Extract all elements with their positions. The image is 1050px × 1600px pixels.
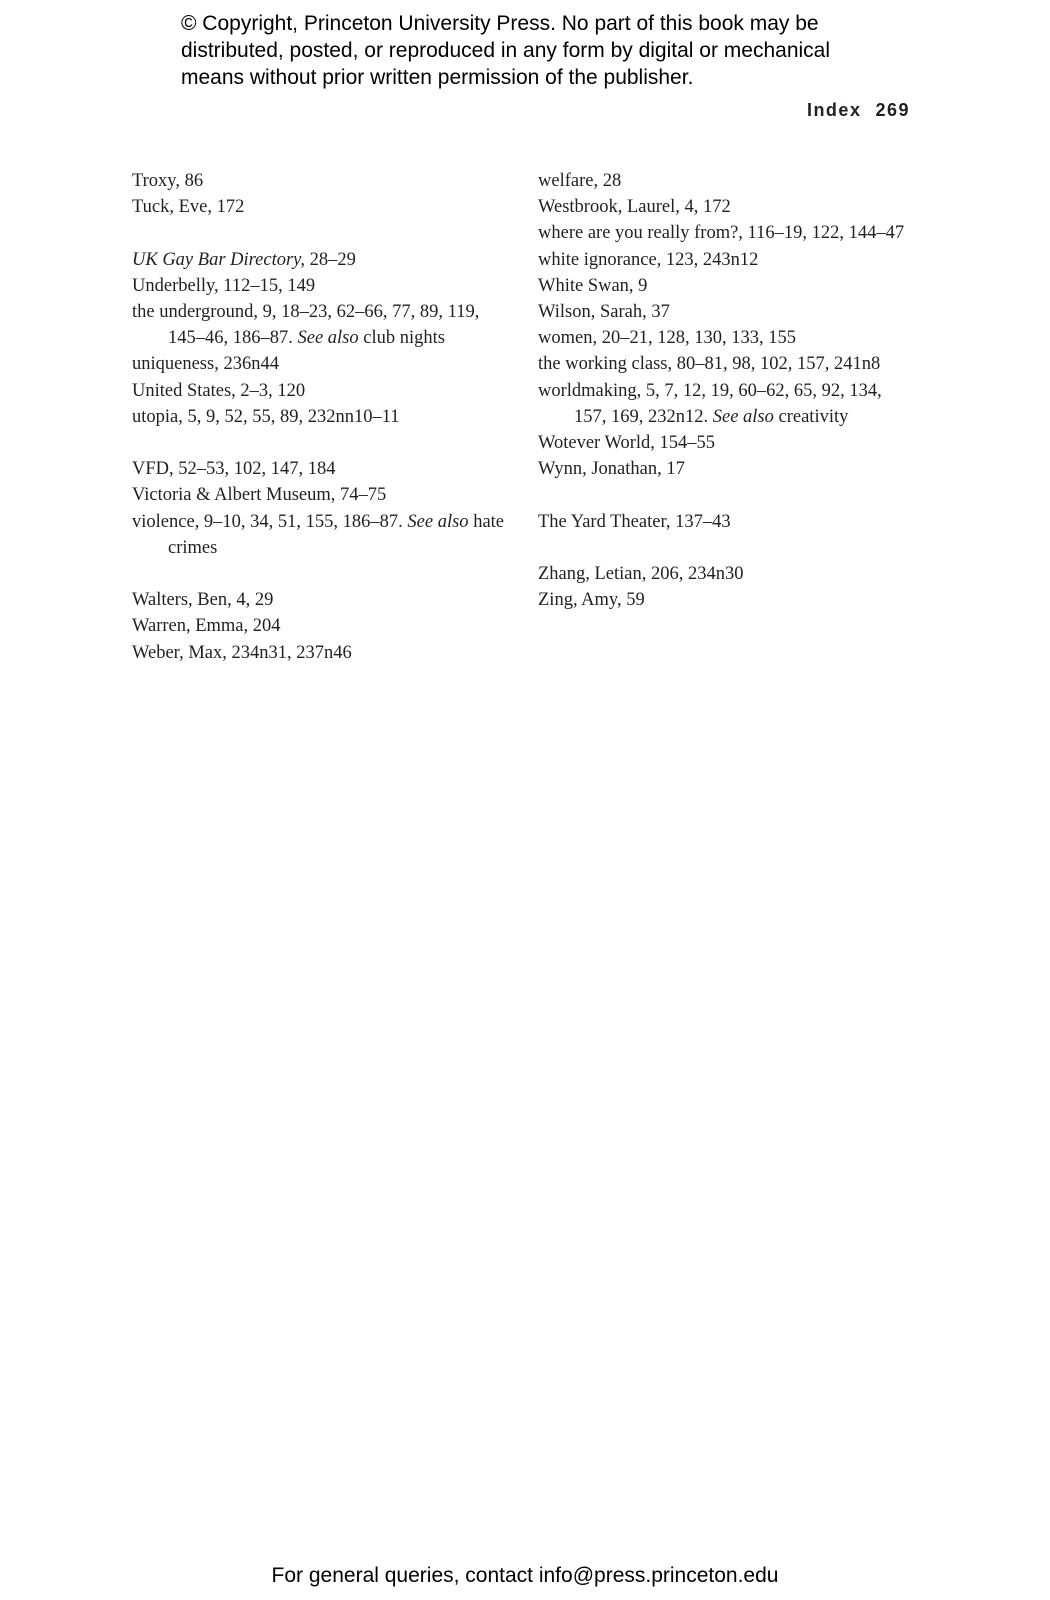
index-entry: white ignorance, 123, 243n12 <box>538 249 759 270</box>
index-entry <box>538 378 918 430</box>
index-entry-main: worldmaking, 5, 7, 12, 19, 60–62, 65, 92, 134, 157, 169, 232n12. <box>538 380 882 427</box>
index-entry: The Yard Theater, 137–43 <box>538 511 731 532</box>
index-entry <box>132 509 512 561</box>
index-entry: Wotever World, 154–55 <box>538 433 716 454</box>
index-entry: Warren, Emma, 204 <box>132 616 281 637</box>
index-entry-italic-title: UK Gay Bar Directory, <box>132 249 305 270</box>
index-entry: Tuck, Eve, 172 <box>132 197 245 218</box>
see-also-label: See also <box>407 511 469 532</box>
index-column-left <box>132 168 512 666</box>
see-also-label: See also <box>712 406 774 427</box>
see-also-reference: hate crimes <box>168 511 504 558</box>
copyright-notice <box>181 10 941 91</box>
see-also-reference: club nights <box>358 328 445 349</box>
index-entry: Weber, Max, 234n31, 237n46 <box>132 642 352 663</box>
index-entry-pages: 28–29 <box>305 249 356 270</box>
index-entry: Westbrook, Laurel, 4, 172 <box>538 197 731 218</box>
letter-group-gap <box>132 430 512 456</box>
index-entry: women, 20–21, 128, 130, 133, 155 <box>538 328 796 349</box>
index-entry: United States, 2–3, 120 <box>132 380 306 401</box>
index-entry: Wilson, Sarah, 37 <box>538 302 670 323</box>
copyright-line-2: distributed, posted, or reproduced in any form by digital or mechanical <box>181 39 831 62</box>
index-entry: Zhang, Letian, 206, 234n30 <box>538 564 744 585</box>
running-head <box>807 100 910 121</box>
index-entry: utopia, 5, 9, 52, 55, 89, 232nn10–11 <box>132 406 400 427</box>
index-entry: White Swan, 9 <box>538 275 648 296</box>
index-entry <box>132 247 512 273</box>
index-entry: Wynn, Jonathan, 17 <box>538 459 685 480</box>
index-entry: VFD, 52–53, 102, 147, 184 <box>132 459 336 480</box>
index-entry: Victoria & Albert Museum, 74–75 <box>132 485 387 506</box>
index-entry: where are you really from?, 116–19, 122, 144–47 <box>538 223 905 244</box>
index-entry: Troxy, 86 <box>132 171 204 191</box>
index-entry: welfare, 28 <box>538 171 622 191</box>
index-entry: Zing, Amy, 59 <box>538 590 645 611</box>
see-also-label: See also <box>297 328 359 349</box>
running-head-label: Index <box>806 100 862 120</box>
index-entry: the working class, 80–81, 98, 102, 157, 241n8 <box>538 354 881 375</box>
index-entry-main: violence, 9–10, 34, 51, 155, 186–87. <box>132 511 408 532</box>
letter-group-gap <box>132 220 512 246</box>
index-column-right <box>538 168 918 613</box>
footer-contact: For general queries, contact info@press.princeton.edu <box>271 1564 779 1587</box>
copyright-line-3: means without prior written permission of the publisher. <box>181 66 694 89</box>
letter-group-gap <box>538 482 918 508</box>
index-entry <box>132 299 512 351</box>
index-entry-main: the underground, 9, 18–23, 62–66, 77, 89, 119, 145–46, 186–87. <box>132 302 480 349</box>
copyright-line-1: © Copyright, Princeton University Press. No part of this book may be <box>181 12 819 35</box>
index-entry: Underbelly, 112–15, 149 <box>132 275 316 296</box>
letter-group-gap <box>538 535 918 561</box>
page-number: 269 <box>875 100 910 120</box>
index-entry: Walters, Ben, 4, 29 <box>132 590 274 611</box>
letter-group-gap <box>132 561 512 587</box>
see-also-reference: creativity <box>773 406 849 427</box>
index-entry: uniqueness, 236n44 <box>132 354 279 375</box>
